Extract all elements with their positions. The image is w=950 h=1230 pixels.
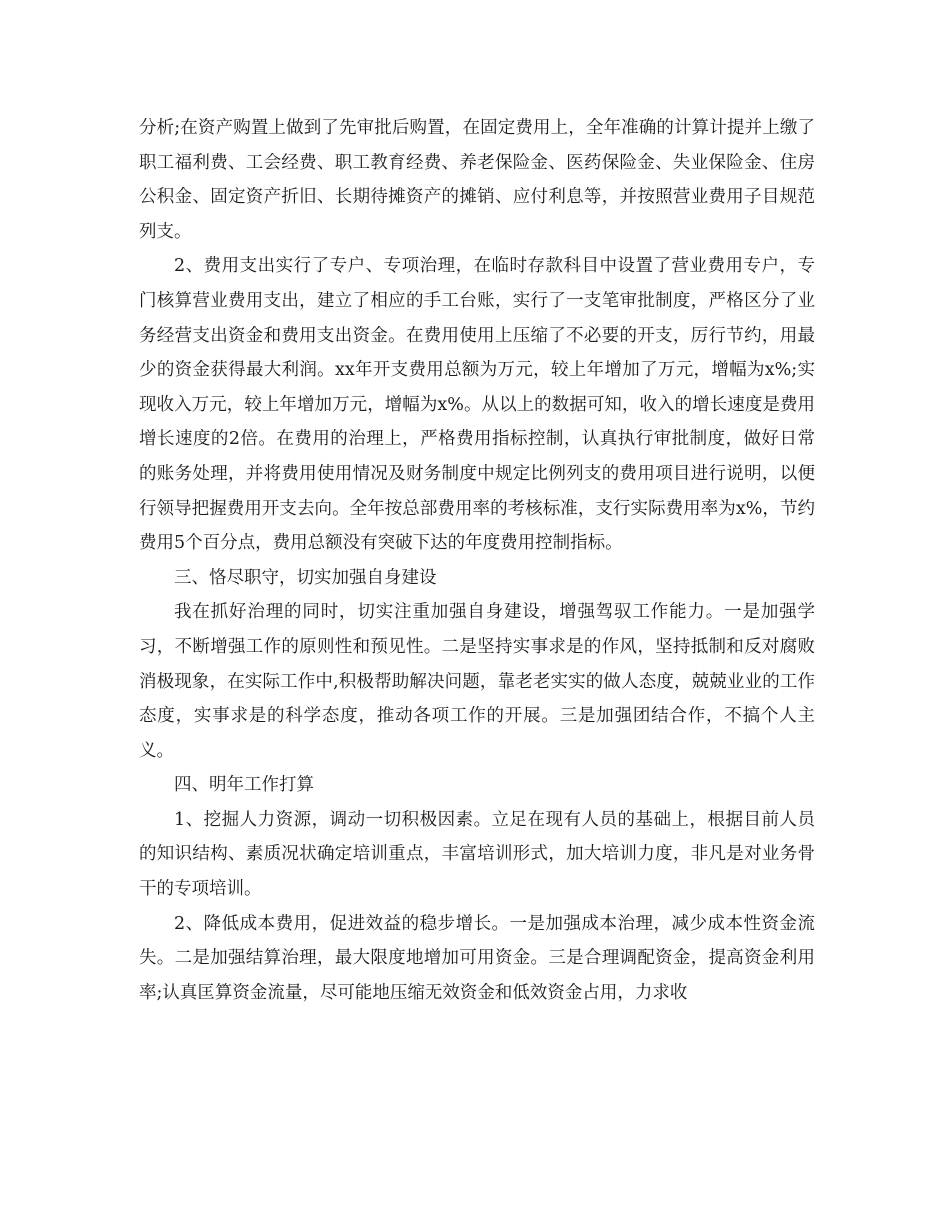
paragraph-1: 分析;在资产购置上做到了先审批后购置，在固定费用上，全年准确的计算计提并上缴了职工福利费、工会经费、职工教育经费、养老保险金、医药保险金、失业保险金、住房公积金、固定资产折旧、长期待摊资产的摊销、应付利息等，并按照营业费用子目规范列支。 <box>139 118 815 242</box>
paragraph-7: 2、降低成本费用，促进效益的稳步增长。一是加强成本治理，减少成本性资金流失。二是加强结算治理，最大限度地增加可用资金。三是合理调配资金，提高资金利用率;认真匡算资金流量，尽可能地压缩无效资金和低效资金占用，力求收 <box>139 913 815 1003</box>
section-heading-3: 三、恪尽职守，切实加强自身建设 <box>174 567 437 588</box>
document-body <box>139 111 815 1010</box>
paragraph-2: 2、费用支出实行了专户、专项治理，在临时存款科目中设置了营业费用专户，专门核算营业费用支出，建立了相应的手工台账，实行了一支笔审批制度，严格区分了业务经营支出资金和费用支出资金。在费用使用上压缩了不必要的开支，厉行节约，用最少的资金获得最大利润。xx年开支费用总额为万元，较上年增加了万元，增幅为x%;实现收入万元，较上年增加万元，增幅为x%。从以上的数据可知，收入的增长速度是费用增长速度的2倍。在费用的治理上，严格费用指标控制，认真执行审批制度，做好日常的账务处理，并将费用使用情况及财务制度中规定比例列支的费用项目进行说明，以便行领导把握费用开支去向。全年按总部费用率的考核标准，支行实际费用率为x%，节约费用5个百分点，费用总额没有突破下达的年度费用控制指标。 <box>139 256 815 554</box>
section-heading-4: 四、明年工作打算 <box>174 775 314 796</box>
paragraph-6: 1、挖掘人力资源，调动一切积极因素。立足在现有人员的基础上，根据目前人员的知识结构、素质况状确定培训重点，丰富培训形式，加大培训力度，非凡是对业务骨干的专项培训。 <box>139 809 815 900</box>
paragraph-4: 我在抓好治理的同时，切实注重加强自身建设，增强驾驭工作能力。一是加强学习，不断增强工作的原则性和预见性。二是坚持实事求是的作风，坚持抵制和反对腐败消极现象，在实际工作中,积极帮助解决问题，靠老老实实的做人态度，兢兢业业的工作态度，实事求是的科学态度，推动各项工作的开展。三是加强团结合作，不搞个人主义。 <box>139 602 815 761</box>
